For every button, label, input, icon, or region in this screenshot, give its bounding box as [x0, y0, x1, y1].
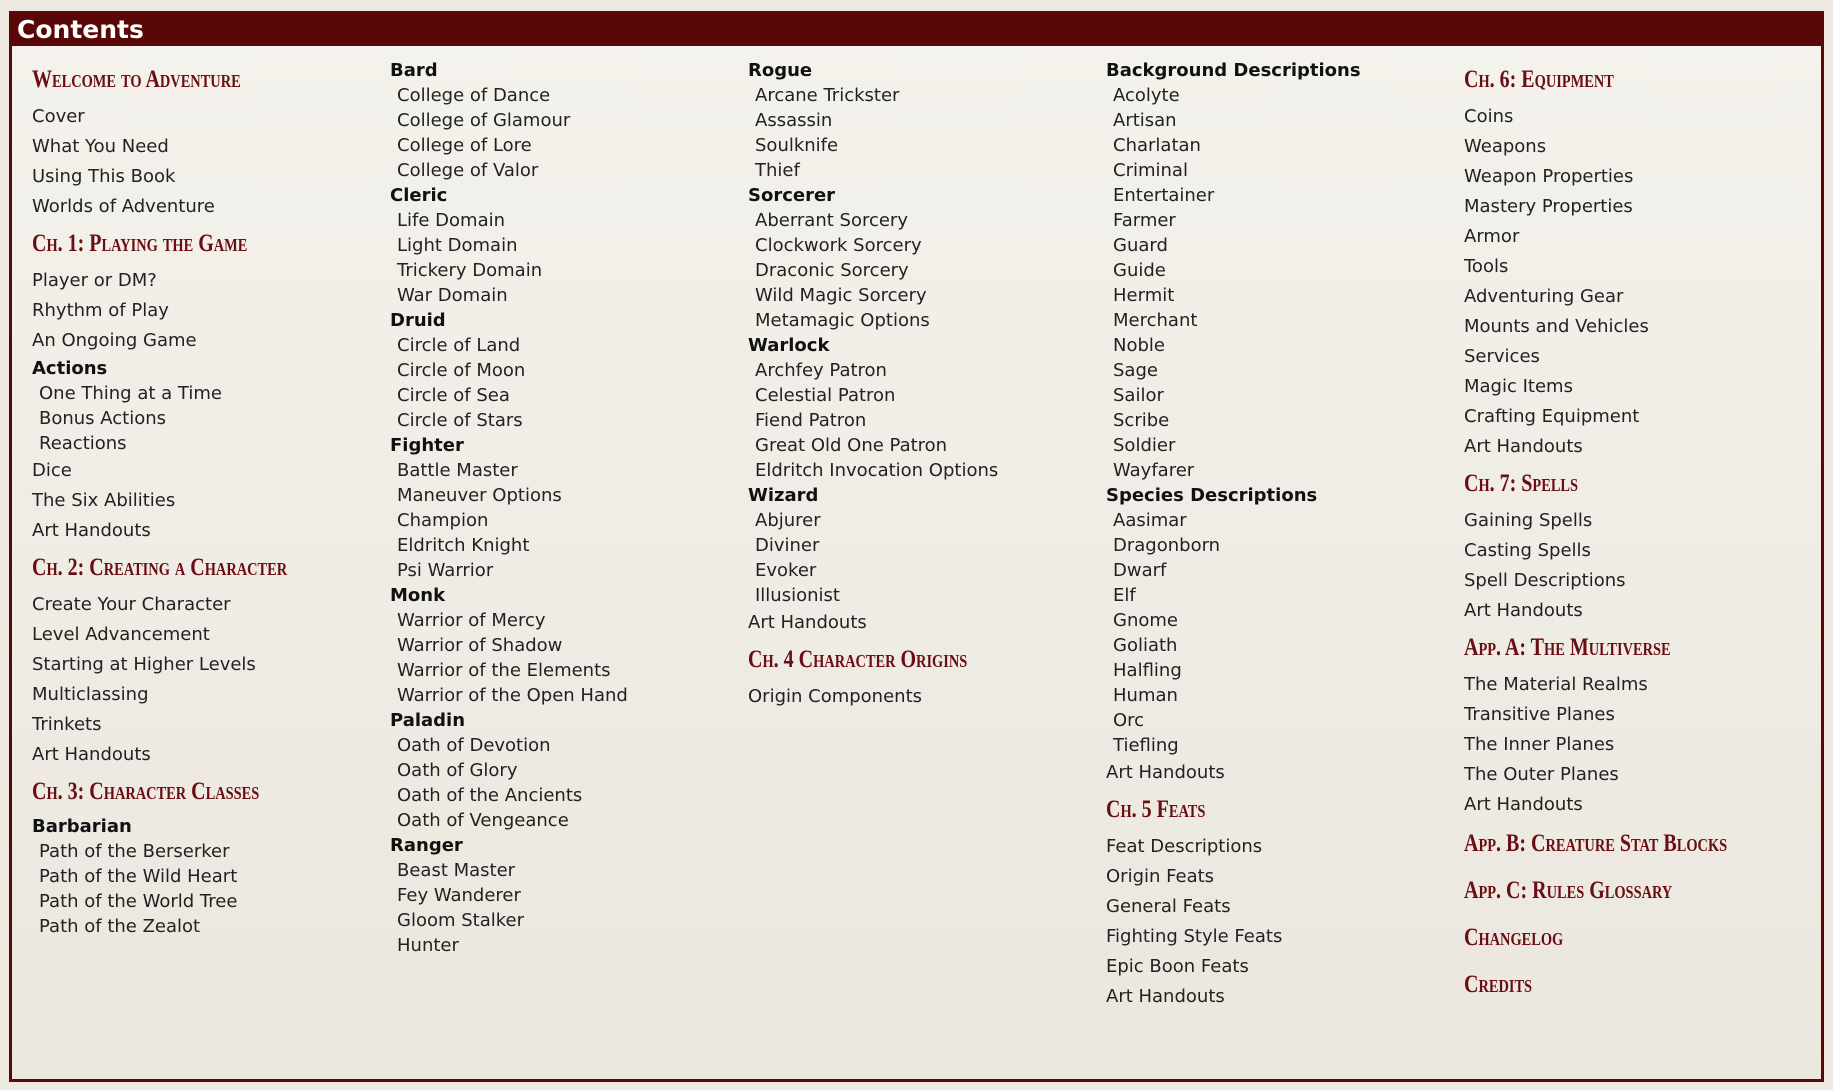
toc-sublink[interactable]: Merchant	[1113, 310, 1198, 331]
chapter-3-link[interactable]: Ch. 3: Character Classes	[32, 778, 260, 805]
toc-sublink[interactable]: Wayfarer	[1113, 460, 1195, 481]
toc-sublink[interactable]: Clockwork Sorcery	[755, 235, 922, 256]
toc-link[interactable]: Casting Spells	[1464, 540, 1591, 561]
toc-link[interactable]: Art Handouts	[748, 612, 867, 633]
group-heading-fighter[interactable]: Fighter	[390, 435, 464, 456]
toc-sublink[interactable]: Soulknife	[755, 135, 839, 156]
toc-sublink[interactable]: Artisan	[1113, 110, 1177, 131]
toc-link[interactable]: Weapons	[1464, 136, 1547, 157]
toc-link[interactable]: Using This Book	[32, 166, 176, 187]
toc-link[interactable]: Fighting Style Feats	[1106, 926, 1283, 947]
toc-column-4	[1106, 58, 1436, 1012]
toc-sublink[interactable]: Tiefling	[1113, 735, 1179, 756]
appendix-c-link[interactable]: App. C: Rules Glossary	[1464, 877, 1673, 904]
toc-sublink[interactable]: Noble	[1113, 335, 1165, 356]
group-heading-cleric[interactable]: Cleric	[390, 185, 448, 206]
toc-sublink[interactable]: College of Valor	[397, 160, 539, 181]
toc-link[interactable]: Mounts and Vehicles	[1464, 316, 1649, 337]
toc-sublink[interactable]: Warrior of Shadow	[397, 635, 563, 656]
toc-link[interactable]: Art Handouts	[1106, 762, 1225, 783]
toc-link[interactable]: Armor	[1464, 226, 1520, 247]
toc-sublink[interactable]: Dwarf	[1113, 560, 1167, 581]
toc-sublink[interactable]: Hermit	[1113, 285, 1175, 306]
toc-sublink[interactable]: Oath of Glory	[397, 760, 518, 781]
toc-sublink[interactable]: Circle of Moon	[397, 360, 526, 381]
toc-link[interactable]: What You Need	[32, 136, 169, 157]
toc-sublink[interactable]: Aberrant Sorcery	[755, 210, 908, 231]
toc-sublink[interactable]: Sailor	[1113, 385, 1164, 406]
toc-column-1	[32, 58, 362, 939]
toc-link[interactable]: Starting at Higher Levels	[32, 654, 256, 675]
toc-sublink[interactable]: Human	[1113, 685, 1178, 706]
toc-sublink[interactable]: Beast Master	[397, 860, 516, 881]
toc-link[interactable]: The Inner Planes	[1464, 734, 1615, 755]
toc-sublink[interactable]: Life Domain	[397, 210, 506, 231]
toc-sublink[interactable]: Warrior of Mercy	[397, 610, 546, 631]
toc-link[interactable]: Multiclassing	[32, 684, 149, 705]
toc-sublink[interactable]: Champion	[397, 510, 489, 531]
toc-link[interactable]: Transitive Planes	[1464, 704, 1615, 725]
toc-link[interactable]: The Material Realms	[1464, 674, 1648, 695]
toc-sublink[interactable]: Circle of Stars	[397, 410, 523, 431]
toc-sublink[interactable]: Halfling	[1113, 660, 1182, 681]
toc-sublink[interactable]: War Domain	[397, 285, 508, 306]
toc-link[interactable]: Origin Feats	[1106, 866, 1215, 887]
toc-sublink[interactable]: Soldier	[1113, 435, 1176, 456]
toc-link[interactable]: Art Handouts	[1106, 986, 1225, 1007]
toc-sublink[interactable]: Charlatan	[1113, 135, 1201, 156]
toc-sublink[interactable]: Circle of Sea	[397, 385, 510, 406]
toc-sublink[interactable]: Thief	[755, 160, 800, 181]
toc-sublink[interactable]: Orc	[1113, 710, 1145, 731]
group-heading-wizard[interactable]: Wizard	[748, 485, 819, 506]
toc-sublink[interactable]: Eldritch Invocation Options	[755, 460, 999, 481]
toc-sublink[interactable]: Aasimar	[1113, 510, 1187, 531]
chapter-4-link[interactable]: Ch. 4 Character Origins	[748, 646, 968, 673]
toc-link[interactable]: Art Handouts	[1464, 794, 1583, 815]
toc-sublink[interactable]: Path of the Berserker	[39, 841, 230, 862]
toc-sublink[interactable]: Great Old One Patron	[755, 435, 948, 456]
toc-sublink[interactable]: Celestial Patron	[755, 385, 896, 406]
toc-link[interactable]: Mastery Properties	[1464, 196, 1633, 217]
toc-sublink[interactable]: Psi Warrior	[397, 560, 494, 581]
group-heading-sorcerer[interactable]: Sorcerer	[748, 185, 836, 206]
group-heading-bard[interactable]: Bard	[390, 60, 438, 81]
appendix-b-link[interactable]: App. B: Creature Stat Blocks	[1464, 830, 1728, 857]
toc-sublink[interactable]: Draconic Sorcery	[755, 260, 909, 281]
toc-sublink[interactable]: Maneuver Options	[397, 485, 562, 506]
toc-sublink[interactable]: Gloom Stalker	[397, 910, 525, 931]
contents-panel	[9, 11, 1824, 1082]
toc-sublink[interactable]: College of Dance	[397, 85, 551, 106]
toc-link[interactable]: Crafting Equipment	[1464, 406, 1640, 427]
toc-link[interactable]: Magic Items	[1464, 376, 1573, 397]
toc-link[interactable]: The Outer Planes	[1464, 764, 1619, 785]
toc-link[interactable]: Dice	[32, 460, 72, 481]
toc-link[interactable]: Art Handouts	[32, 520, 151, 541]
toc-sublink[interactable]: Diviner	[755, 535, 820, 556]
toc-sublink[interactable]: Path of the Wild Heart	[39, 866, 238, 887]
toc-sublink[interactable]: Warrior of the Open Hand	[397, 685, 628, 706]
toc-sublink[interactable]: College of Glamour	[397, 110, 571, 131]
toc-link[interactable]: Weapon Properties	[1464, 166, 1634, 187]
toc-link[interactable]: Rhythm of Play	[32, 300, 169, 321]
toc-sublink[interactable]: Eldritch Knight	[397, 535, 530, 556]
toc-sublink[interactable]: Guide	[1113, 260, 1166, 281]
toc-link[interactable]: Services	[1464, 346, 1540, 367]
toc-sublink[interactable]: Evoker	[755, 560, 817, 581]
toc-link[interactable]: Art Handouts	[32, 744, 151, 765]
chapter-5-link[interactable]: Ch. 5 Feats	[1106, 796, 1206, 823]
toc-link[interactable]: Coins	[1464, 106, 1514, 127]
group-heading-ranger[interactable]: Ranger	[390, 835, 463, 856]
toc-link[interactable]: Create Your Character	[32, 594, 231, 615]
group-heading-monk[interactable]: Monk	[390, 585, 446, 606]
toc-sublink[interactable]: Abjurer	[755, 510, 821, 531]
chapter-1-link[interactable]: Ch. 1: Playing the Game	[32, 230, 248, 257]
toc-column-5	[1464, 58, 1794, 1008]
toc-sublink[interactable]: Trickery Domain	[397, 260, 543, 281]
toc-sublink[interactable]: Sage	[1113, 360, 1158, 381]
toc-column-3	[748, 58, 1078, 712]
chapter-2-link[interactable]: Ch. 2: Creating a Character	[32, 554, 288, 581]
toc-sublink[interactable]: Fey Wanderer	[397, 885, 521, 906]
chapter-7-link[interactable]: Ch. 7: Spells	[1464, 470, 1579, 497]
group-heading-rogue[interactable]: Rogue	[748, 60, 813, 81]
toc-link[interactable]: Player or DM?	[32, 270, 157, 291]
toc-sublink[interactable]: Oath of Vengeance	[397, 810, 569, 831]
toc-link[interactable]: Feat Descriptions	[1106, 836, 1263, 857]
toc-link[interactable]: An Ongoing Game	[32, 330, 197, 351]
toc-sublink[interactable]: Oath of Devotion	[397, 735, 551, 756]
toc-sublink[interactable]: Illusionist	[755, 585, 840, 606]
toc-sublink[interactable]: Reactions	[39, 433, 127, 454]
toc-sublink[interactable]: Circle of Land	[397, 335, 521, 356]
toc-sublink[interactable]: Farmer	[1113, 210, 1176, 231]
toc-link[interactable]: Cover	[32, 106, 85, 127]
group-heading-barbarian[interactable]: Barbarian	[32, 816, 132, 837]
contents-title: Contents	[12, 14, 1821, 46]
toc-sublink[interactable]: Warrior of the Elements	[397, 660, 611, 681]
chapter-6-link[interactable]: Ch. 6: Equipment	[1464, 66, 1614, 93]
toc-sublink[interactable]: Criminal	[1113, 160, 1188, 181]
toc-sublink[interactable]: Entertainer	[1113, 185, 1215, 206]
toc-sublink[interactable]: Dragonborn	[1113, 535, 1221, 556]
toc-sublink[interactable]: Guard	[1113, 235, 1168, 256]
toc-link[interactable]: Level Advancement	[32, 624, 210, 645]
toc-sublink[interactable]: Acolyte	[1113, 85, 1180, 106]
toc-sublink[interactable]: Path of the Zealot	[39, 916, 201, 937]
toc-sublink[interactable]: Arcane Trickster	[755, 85, 900, 106]
toc-sublink[interactable]: Gnome	[1113, 610, 1178, 631]
toc-sublink[interactable]: Elf	[1113, 585, 1136, 606]
toc-sublink[interactable]: Scribe	[1113, 410, 1170, 431]
toc-sublink[interactable]: One Thing at a Time	[39, 383, 222, 404]
toc-sublink[interactable]: College of Lore	[397, 135, 532, 156]
chapter-welcome[interactable]: Welcome to Adventure	[32, 66, 241, 93]
group-heading-warlock[interactable]: Warlock	[748, 335, 830, 356]
toc-sublink[interactable]: Light Domain	[397, 235, 518, 256]
toc-link[interactable]: Art Handouts	[1464, 436, 1583, 457]
toc-column-2	[390, 58, 720, 958]
group-heading-backgrounds[interactable]: Background Descriptions	[1106, 60, 1361, 81]
toc-sublink[interactable]: Assassin	[755, 110, 833, 131]
toc-link[interactable]: Trinkets	[32, 714, 102, 735]
toc-sublink[interactable]: Archfey Patron	[755, 360, 887, 381]
group-heading-paladin[interactable]: Paladin	[390, 710, 466, 731]
toc-link[interactable]: Epic Boon Feats	[1106, 956, 1249, 977]
toc-link[interactable]: Origin Components	[748, 686, 923, 707]
credits-link[interactable]: Credits	[1464, 971, 1533, 998]
toc-sublink[interactable]: Oath of the Ancients	[397, 785, 583, 806]
toc-link[interactable]: Spell Descriptions	[1464, 570, 1626, 591]
group-heading-druid[interactable]: Druid	[390, 310, 446, 331]
changelog-link[interactable]: Changelog	[1464, 924, 1564, 951]
appendix-a-link[interactable]: App. A: The Multiverse	[1464, 634, 1671, 661]
toc-link[interactable]: Gaining Spells	[1464, 510, 1593, 531]
toc-sublink[interactable]: Battle Master	[397, 460, 518, 481]
toc-link[interactable]: Art Handouts	[1464, 600, 1583, 621]
toc-sublink[interactable]: Wild Magic Sorcery	[755, 285, 927, 306]
toc-sublink[interactable]: Goliath	[1113, 635, 1178, 656]
toc-sublink[interactable]: Bonus Actions	[39, 408, 167, 429]
toc-link[interactable]: Tools	[1464, 256, 1509, 277]
toc-link[interactable]: Adventuring Gear	[1464, 286, 1624, 307]
group-heading-actions[interactable]: Actions	[32, 358, 108, 379]
toc-sublink[interactable]: Fiend Patron	[755, 410, 867, 431]
toc-link[interactable]: General Feats	[1106, 896, 1231, 917]
toc-link[interactable]: Worlds of Adventure	[32, 196, 215, 217]
toc-sublink[interactable]: Path of the World Tree	[39, 891, 238, 912]
toc-sublink[interactable]: Hunter	[397, 935, 459, 956]
toc-sublink[interactable]: Metamagic Options	[755, 310, 930, 331]
toc-link[interactable]: The Six Abilities	[32, 490, 176, 511]
group-heading-species[interactable]: Species Descriptions	[1106, 485, 1318, 506]
